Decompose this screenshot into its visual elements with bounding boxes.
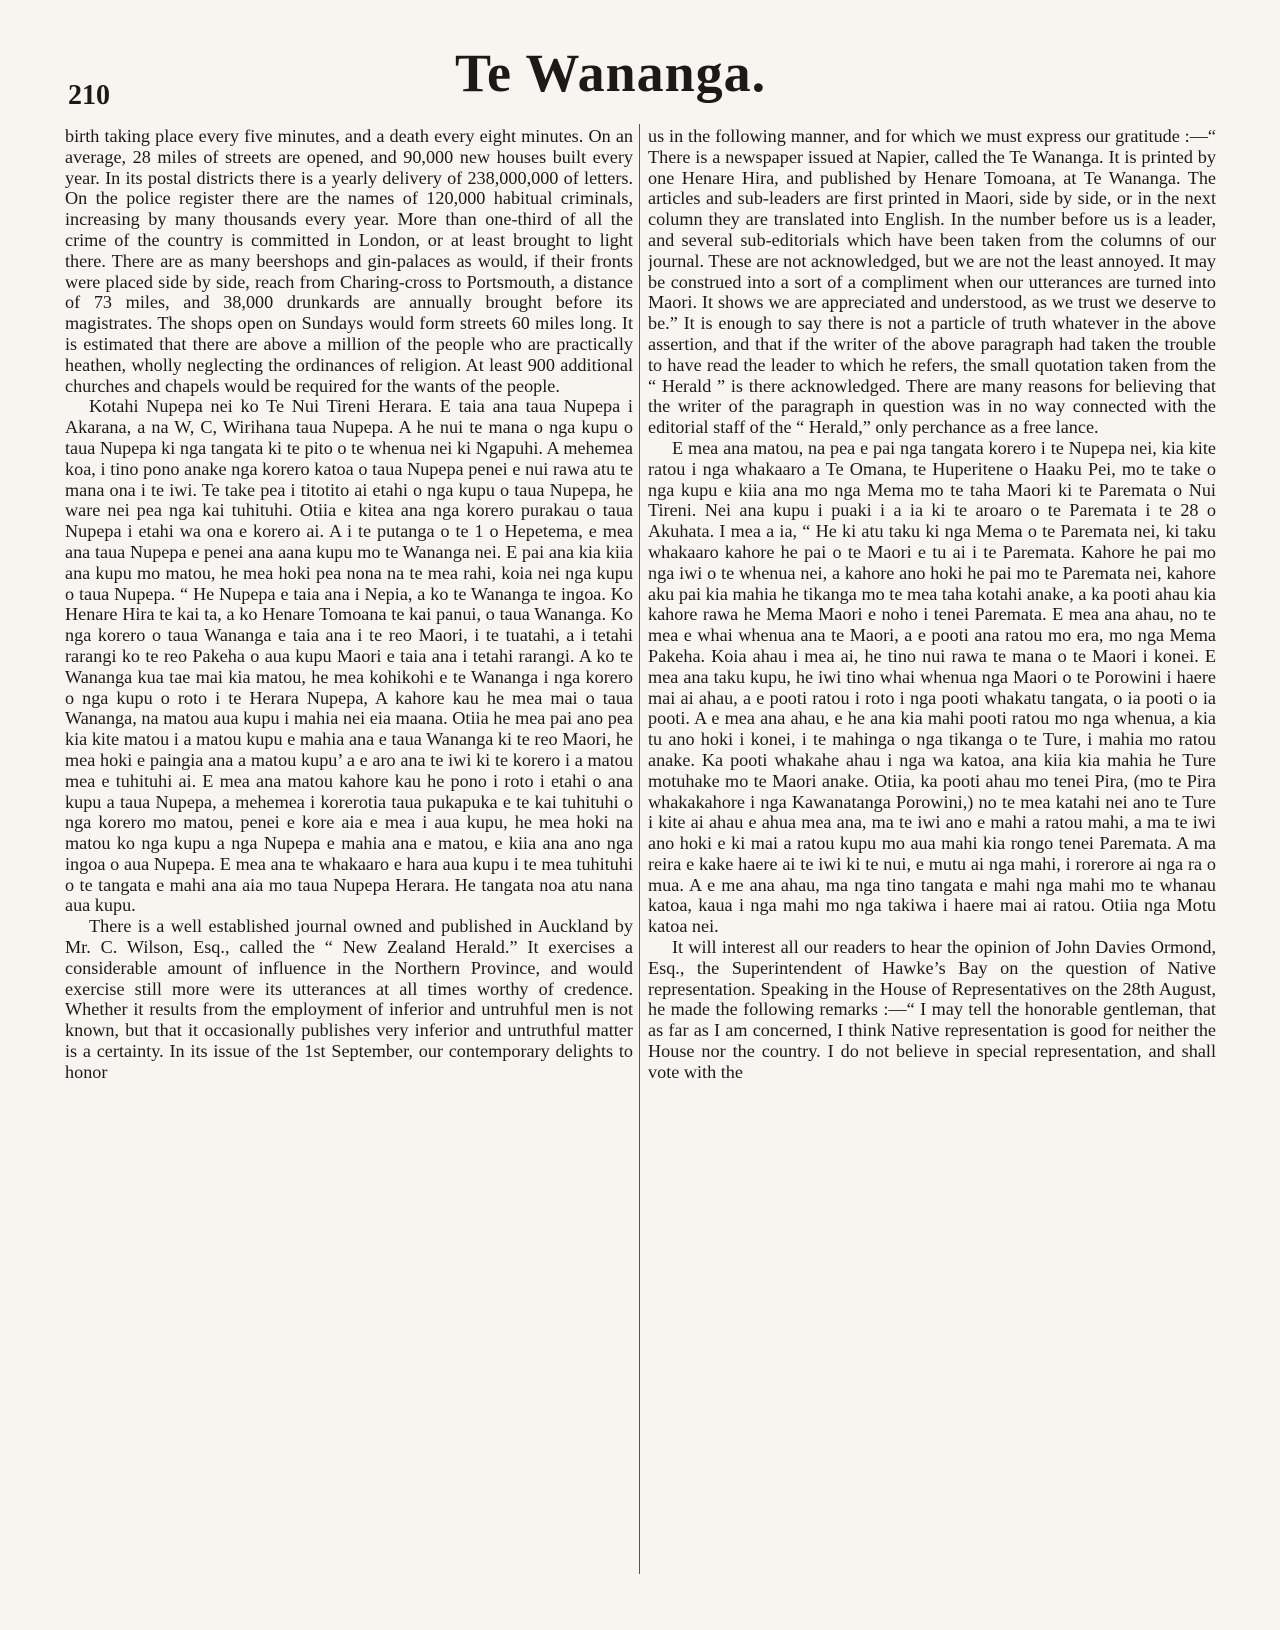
paragraph-london-statistics: birth taking place every five minutes, and a death every eight minutes. On an average, 28 miles of streets are opened, and 90,000 new houses built every year. In its postal districts there is a yearly delivery of 238,000,000 of letters. On the police register there are the names of 120,000 habitual criminals, increasing by many thousands every year. More than one-third of all the crime of the country is committed in London, or at least brought to light there. There are as many beershops and gin-palaces as would, if their fronts were placed side by side, reach from Charing-cross to Portsmouth, a distance of 73 miles, and 38,000 drunkards are annually brought before its magistrates. The shops open on Sundays would form streets 60 miles long. It is estimated that there are above a million of the people who are practically heathen, wholly neglecting the ordinances of religion. At least 900 additional churches and chapels would be required for the wants of the people. (65, 126, 633, 396)
left-column (65, 126, 633, 1566)
paragraph-english-herald: There is a well established journal owned and published in Auckland by Mr. C. Wilson, Esq., called the “ New Zealand Herald.” It exercises a considerable amount of influence in the Northern Province, and would exercise still more were its utterances at all times worthy of credence. Whether it results from the employment of inferior and untruhful men is not known, but that it occasionally publishes very inferior and untruthful matter is a certainty. In its issue of the 1st September, our contemporary delights to honor (65, 916, 633, 1082)
paragraph-maori-herald: Kotahi Nupepa nei ko Te Nui Tireni Herara. E taia ana taua Nupepa i Akarana, a na W, C, Wirihana taua Nupepa. A he nui te mana o nga kupu o taua Nupepa ki nga tangata ki te pito o te whenua nei ki Ngapuhi. A mehemea koa, i tino pono anake nga korero katoa o taua Nupepa penei e nui rawa atu te mana ona i te iwi. Te take pea i titotito ai etahi o nga kupu o taua Nupepa, he ware nei pea nga kai tuhituhi. Otiia e kitea ana nga korero purakau o taua Nupepa i etahi wa ona e korero ai. A i te putanga o te 1 o Hepetema, e mea ana taua Nupepa e penei ana aana kupu mo te Wananga nei. E pai ana kia kiia ana kupu mo matou, he mea hoki pea nona na te mea rahi, koia nei nga kupu o taua Nupepa. “ He Nupepa e taia ana i Nepia, a ko te Wananga te ingoa. Ko Henare Hira te kai ta, a ko Henare Tomoana te kai panui, o taua Wananga. Ko nga korero o taua Wananga e taia ana i te reo Maori, i te tuatahi, a i tetahi rarangi ko te reo Pakeha o aua kupu Maori e taia ana i tetahi rarangi. A ko te Wananga kua tae mai kia matou, he mea kohikohi e te Wananga i nga korero o nga kupu o roto i te Herara Nupepa, A kahore kau he mea mai o taua Wananga, na matou aua kupu i mahia nei eia maana. Otiia he mea pai ano pea kia kite matou i a matou kupu e mahia ana e taua Wananga ki te reo Maori, he mea hoki e paingia ana a matou kupu’ a e aro ana te iwi ki te korero i a matou mea e tuhituhi ai. E mea ana matou kahore kau he pono i roto i etahi o ana kupu a taua Nupepa, a mehemea i korerotia taua pukapuka e te kai tuhituhi o nga korero mo matou, penei e kore aia e mea i aua kupu, he mea hoki na matou ko nga kupu a nga Nupepa e mahia ana e matou, e kiia ana ano nga ingoa o aua Nupepa. E mea ana te whakaaro e hara aua kupu i te mea tuhituhi o te tangata e mahi ana aia mo taua Nupepa Herara. He tangata noa atu nana aua kupu. (65, 396, 633, 916)
paragraph-maori-ormond: E mea ana matou, na pea e pai nga tangata korero i te Nupepa nei, kia kite ratou i nga whakaaro a Te Omana, te Huperitene o Haaku Pei, mo te take o nga kupu e kiia ana mo nga Mema mo te taha Maori ki te Paremata o Nui Tireni. Nei ana kupu i puaki i a ia ki te aroaro o te Paremata i te 28 o Akuhata. I mea a ia, “ He ki atu taku ki nga Mema o te Paremata nei, ki taku whakaaro kahore he pai o te Maori e tu ai i te Paremata. Kahore he pai mo nga iwi o te whenua nei, a kahore ano hoki he pai mo te Paremata nei, kahore aku pai kia mahia he tikanga mo te mea taha kotahi anake, a ka pooti ahau kia kahore rawa he Mema Maori e noho i tenei Paremata. E mea ana ahau, no te mea e whai whenua ana te Maori, a e pooti ana ratou mo era, mo nga Mema Pakeha. Koia ahau i mea ai, he tino nui rawa te mana o te Maori i konei. E mea ana taku kupu, he iwi tino whai whenua nga Maori o te Porowini i haere mai ai ahau, a e pooti ratou i roto i nga pooti whakatu tangata, o ia pooti o ia pooti. A e mea ana ahau, e he ana kia mahi pooti ratou mo nga whenua, a kia tu ano hoki i konei, i te mahinga o nga tikanga o te Ture, i mahia mo ratou anake. Ka pooti whakahe ahau i nga wa katoa, ana kiia kia mahia he Ture motuhake mo te Maori anake. Otiia, ka pooti ahau mo tenei Pira, (mo te Pira whakakahore i nga Kawanatanga Porowini,) no te mea katahi nei ano te Ture i kite ai ahau e ahua mea ana, ma te iwi ano e mahi a ratou mahi, a ma te iwi ano hoki e ki mai a ratou kupu mo aua mahi kia rongo tenei Paremata. A ma reira e kake haere ai te iwi ki te nui, e mutu ai nga mahi, i rorerore ai nga ra o mua. A e me ana ahau, ma nga tino tangata e mahi nga mahi mo te whanau katoa, kaua i nga mahi mo nga takiwa i haere mai ai ratou. Otiia nga Motu katoa nei. (648, 437, 1216, 937)
newspaper-title: Te Wananga. (455, 43, 767, 103)
page-number: 210 (68, 80, 110, 111)
column-divider (639, 124, 640, 1574)
paragraph-english-ormond: It will interest all our readers to hear the opinion of John Davies Ormond, Esq., the Superintendent of Hawke’s Bay on the question of Native representation. Speaking in the House of Representatives on the 28th August, he made the following remarks :—“ I may tell the honorable gentleman, that as far as I am concerned, I think Native representation is good for neither the House nor the country. I do not believe in special representation, and shall vote with the (648, 937, 1216, 1082)
page-header (0, 40, 1280, 110)
right-column (648, 126, 1216, 1566)
paragraph-herald-quotation: us in the following manner, and for which we must express our gratitude :—“ There is a newspaper issued at Napier, called the Te Wananga. It is printed by one Henare Hira, and published by Henare Tomoana, at Te Wananga. The articles and sub-leaders are first printed in Maori, side by side, or in the next column they are translated into English. In the number before us is a leader, and several sub-editorials which have been taken from the columns of our journal. These are not acknowledged, but we are not the least annoyed. It may be construed into a sort of a compliment when our utterances are turned into Maori. It shows we are appreciated and understood, as we trust we deserve to be.” It is enough to say there is not a particle of truth whatever in the above assertion, and that if the writer of the above paragraph had taken the trouble to have read the leader to which he refers, the small quotation taken from the “ Herald ” is there acknowledged. There are many reasons for believing that the writer of the paragraph in question was in no way connected with the editorial staff of the “ Herald,” only perchance as a free lance. (648, 126, 1216, 438)
